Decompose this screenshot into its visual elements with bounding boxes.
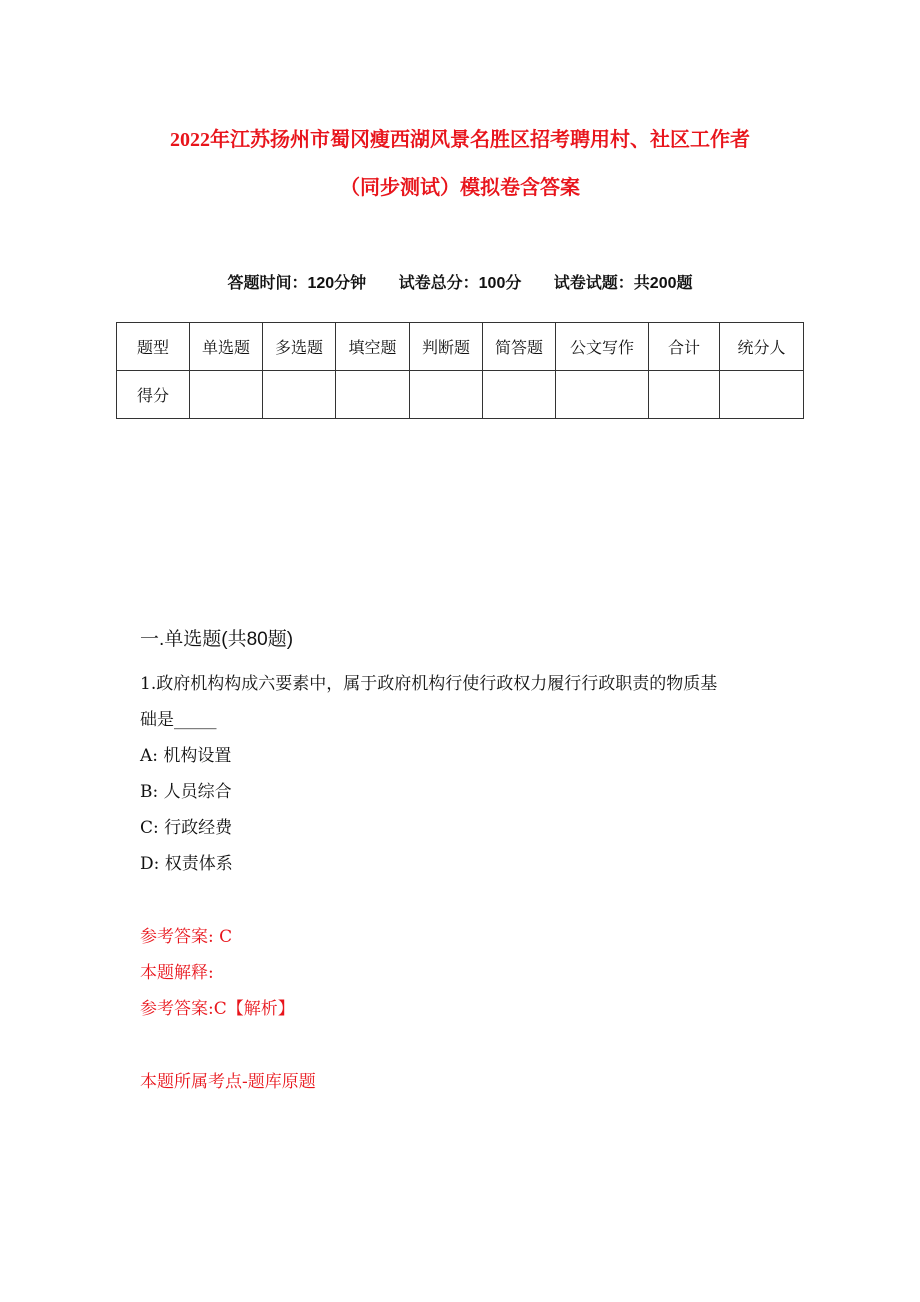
score-cell: [190, 371, 263, 419]
header-cell: 判断题: [410, 323, 483, 371]
exam-time: 答题时间：120分钟: [227, 275, 367, 292]
question-text-line1: 1.政府机构构成六要素中，属于政府机构行使行政权力履行行政职责的物质基: [140, 674, 718, 694]
reference-answer: 参考答案: C: [140, 927, 233, 947]
header-cell: 单选题: [190, 323, 263, 371]
section-heading: 一.单选题(共80题): [140, 629, 294, 650]
score-table: [116, 322, 804, 419]
option-d: D: 权责体系: [140, 854, 233, 874]
score-cell: [410, 371, 483, 419]
score-cell: [720, 371, 804, 419]
score-cell: [649, 371, 720, 419]
header-cell: 题型: [117, 323, 190, 371]
header-cell: 统分人: [720, 323, 804, 371]
question-text-line2: 础是_____: [140, 710, 217, 730]
header-cell: 多选题: [263, 323, 336, 371]
score-cell: [483, 371, 556, 419]
doc-title-line1: 2022年江苏扬州市蜀冈瘦西湖风景名胜区招考聘用村、社区工作者: [170, 129, 750, 151]
explanation-label: 本题解释:: [140, 963, 214, 983]
explanation: 参考答案:C【解析】: [140, 999, 295, 1019]
header-cell: 合计: [649, 323, 720, 371]
option-b: B: 人员综合: [140, 782, 232, 802]
doc-title-line2: （同步测试）模拟卷含答案: [340, 177, 580, 199]
question-source: 本题所属考点-题库原题: [140, 1072, 316, 1092]
score-cell: [556, 371, 649, 419]
score-row: [117, 371, 804, 419]
exam-count: 试卷试题：共200题: [553, 275, 693, 292]
row-label: 得分: [117, 371, 190, 419]
header-cell: 简答题: [483, 323, 556, 371]
exam-info: [0, 270, 920, 293]
header-cell: 填空题: [336, 323, 410, 371]
score-table-header: [117, 323, 804, 371]
option-c: C: 行政经费: [140, 818, 233, 838]
score-cell: [336, 371, 410, 419]
score-cell: [263, 371, 336, 419]
header-cell: 公文写作: [556, 323, 649, 371]
option-a: A: 机构设置: [140, 746, 232, 766]
exam-total: 试卷总分：100分: [398, 275, 522, 292]
